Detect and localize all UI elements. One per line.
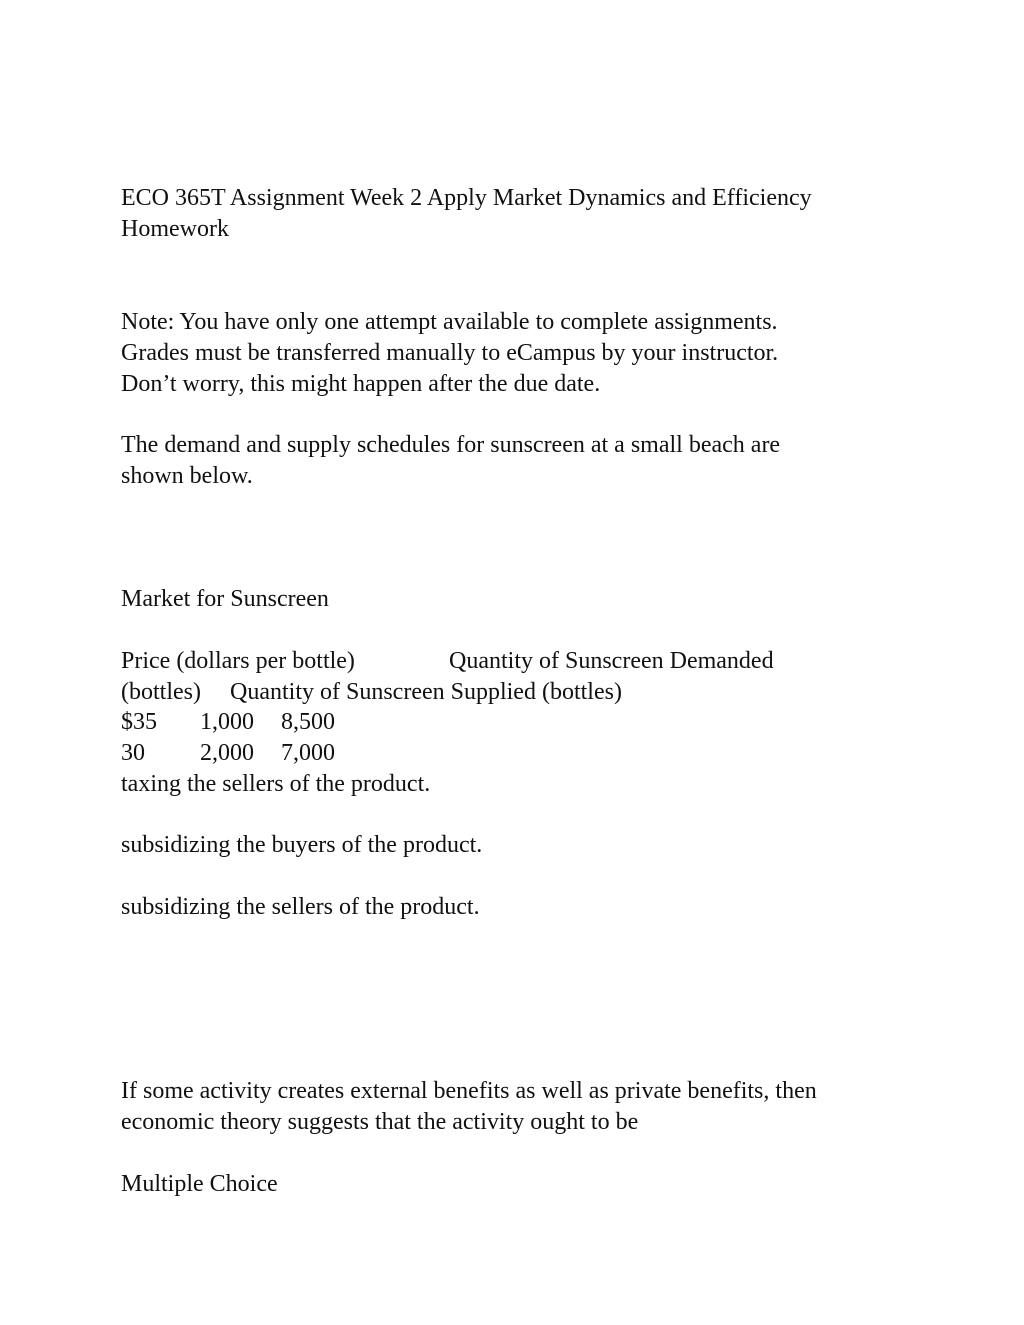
header-bottles: (bottles) [121,679,201,705]
question-line-2: economic theory suggests that the activity ought to be [121,1109,639,1135]
table-header-line-1 [121,646,921,677]
intro-line-1: The demand and supply schedules for sunscreen at a small beach are [121,432,781,458]
cell-price: 30 [121,740,145,766]
table-row [121,738,521,769]
answer-option: subsidizing the buyers of the product. [121,832,483,858]
table-title: Market for Sunscreen [121,586,329,612]
cell-supplied: 8,500 [281,709,335,735]
document-title-line-1: ECO 365T Assignment Week 2 Apply Market Dynamics and Efficiency [121,185,812,211]
document-title-line-2: Homework [121,216,229,242]
header-demanded: Quantity of Sunscreen Demanded [449,648,774,674]
intro-line-2: shown below. [121,463,253,489]
note-line-2: Grades must be transferred manually to eCampus by your instructor. [121,340,779,366]
header-price: Price (dollars per bottle) [121,648,355,674]
table-row [121,707,521,738]
cell-demanded: 2,000 [200,740,254,766]
answer-option: subsidizing the sellers of the product. [121,894,480,920]
question-line-1: If some activity creates external benefits as well as private benefits, then [121,1078,817,1104]
answer-option: taxing the sellers of the product. [121,771,431,797]
note-line-3: Don’t worry, this might happen after the due date. [121,371,601,397]
cell-price: $35 [121,709,157,735]
note-line-1: Note: You have only one attempt available to complete assignments. [121,309,778,335]
question-type: Multiple Choice [121,1171,278,1197]
cell-supplied: 7,000 [281,740,335,766]
cell-demanded: 1,000 [200,709,254,735]
header-supplied: Quantity of Sunscreen Supplied (bottles) [230,679,622,705]
table-header-line-2 [121,677,921,708]
